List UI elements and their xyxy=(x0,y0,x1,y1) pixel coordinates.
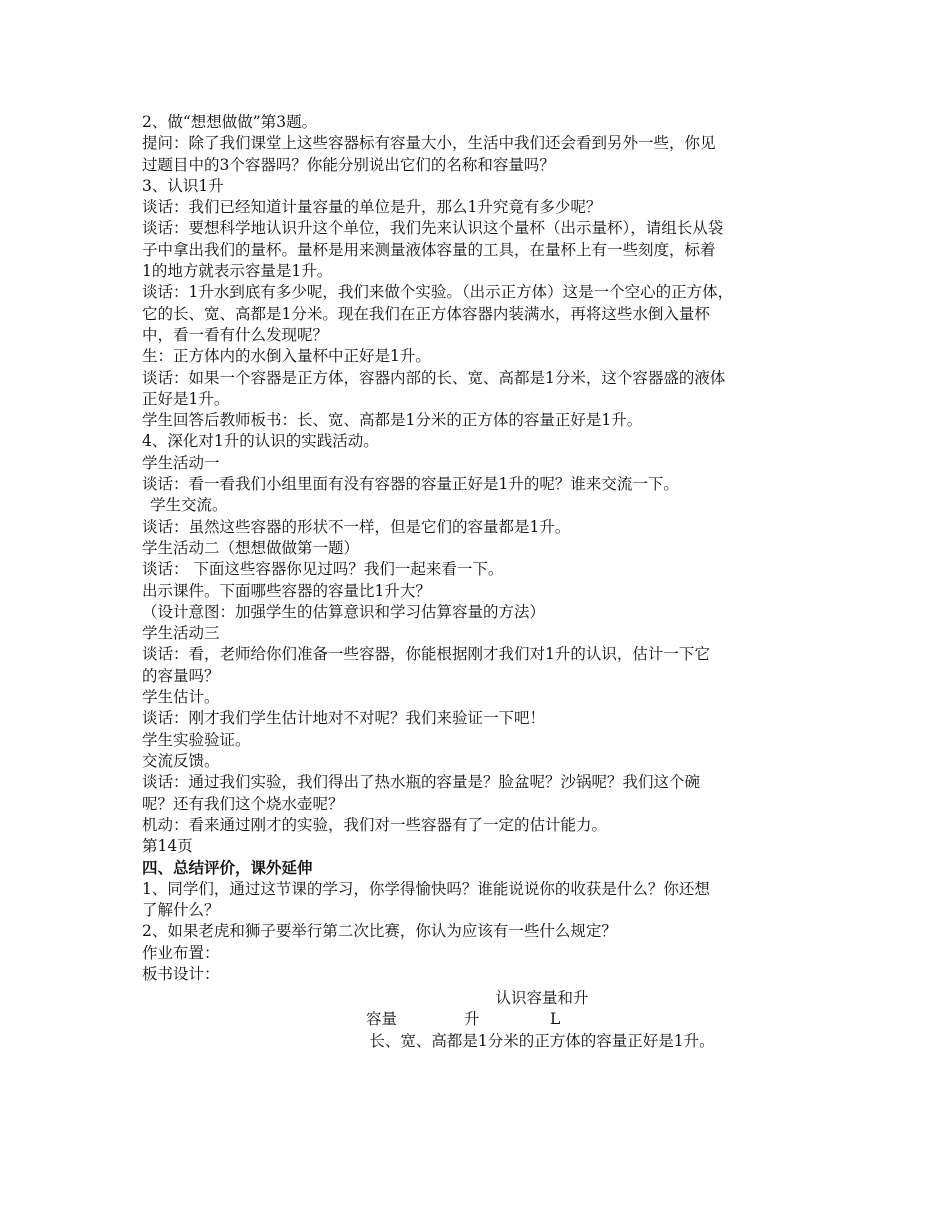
text-line: 中，看一看有什么发现呢？ xyxy=(142,325,329,344)
text-line: 1的地方就表示容量是1升。 xyxy=(142,262,333,281)
text-line: 它的长、宽、高都是1分米。现在我们在正方体容器内装满水，再将这些水倒入量杯 xyxy=(142,304,710,323)
text-line: 正好是1升。 xyxy=(142,389,230,408)
text-line: 1、同学们，通过这节课的学习，你学得愉快吗？谁能说说你的收获是什么？你还想 xyxy=(142,879,710,898)
board-title: 认识容量和升 xyxy=(495,989,589,1007)
board-title-row xyxy=(142,988,822,1009)
lesson-body xyxy=(142,112,822,985)
text-line: 谈话：刚才我们学生估计地对不对呢？我们来验证一下吧！ xyxy=(142,709,546,728)
text-line: 学生估计。 xyxy=(142,688,220,707)
text-line: 呢？还有我们这个烧水壶呢？ xyxy=(142,794,344,813)
text-line: 学生交流。 xyxy=(150,496,228,515)
board-terms-row xyxy=(142,1009,822,1030)
text-line: 2、如果老虎和狮子要举行第二次比赛，你认为应该有一些什么规定？ xyxy=(142,922,617,941)
text-line: 谈话：虽然这些容器的形状不一样，但是它们的容量都是1升。 xyxy=(142,517,571,536)
text-line: 的容量吗？ xyxy=(142,666,220,685)
board-term-capacity: 容量 xyxy=(366,1010,398,1029)
text-line: （设计意图：加强学生的估算意识和学习估算容量的方法） xyxy=(142,602,546,621)
text-line: 学生活动一 xyxy=(142,453,220,472)
board-term-l: L xyxy=(550,1010,561,1029)
board-term-liter: 升 xyxy=(464,1010,480,1029)
text-line: 谈话：1升水到底有多少呢，我们来做个实验。（出示正方体）这是一个空心的正方体， xyxy=(142,283,734,302)
text-line: 谈话：通过我们实验，我们得出了热水瓶的容量是？脸盆呢？沙锅呢？我们这个碗 xyxy=(142,773,701,792)
page-number: 第14页 xyxy=(142,837,193,856)
text-line: 提问：除了我们课堂上这些容器标有容量大小，生活中我们还会看到另外一些，你见 xyxy=(142,134,716,153)
text-line: 了解什么？ xyxy=(142,900,220,919)
text-line: 2、做“想想做做”第3题。 xyxy=(142,113,318,131)
text-line: 出示课件。下面哪些容器的容量比1升大？ xyxy=(142,581,431,600)
text-line: 学生回答后教师板书：长、宽、高都是1分米的正方体的容量正好是1升。 xyxy=(142,411,643,430)
text-line: 3、认识1升 xyxy=(142,176,224,195)
text-line: 学生实验验证。 xyxy=(142,730,251,749)
text-line: 机动：看来通过刚才的实验，我们对一些容器有了一定的估计能力。 xyxy=(142,815,608,834)
text-line: 学生活动三 xyxy=(142,624,220,643)
text-line: 生：正方体内的水倒入量杯中正好是1升。 xyxy=(142,347,431,366)
text-line: 谈话：看，老师给你们准备一些容器，你能根据刚才我们对1升的认识，估计一下它 xyxy=(142,645,710,664)
text-line: 谈话：如果一个容器是正方体，容器内部的长、宽、高都是1分米，这个容器盛的液体 xyxy=(142,368,726,387)
text-line: 谈话：看一看我们小组里面有没有容器的容量正好是1升的呢？谁来交流一下。 xyxy=(142,475,679,494)
text-line: 子中拿出我们的量杯。量杯是用来测量液体容量的工具，在量杯上有一些刻度，标着 xyxy=(142,240,716,259)
text-line: 谈话：我们已经知道计量容量的单位是升，那么1升究竟有多少呢？ xyxy=(142,198,602,217)
text-line: 谈话：要想科学地认识升这个单位，我们先来认识这个量杯（出示量杯），请组长从袋 xyxy=(142,219,724,238)
text-line: 谈话： 下面这些容器你见过吗？我们一起来看一下。 xyxy=(142,560,504,579)
text-line: 过题目中的3个容器吗？你能分别说出它们的名称和容量吗？ xyxy=(142,155,555,174)
text-line: 作业布置： xyxy=(142,943,220,962)
text-line: 交流反馈。 xyxy=(142,751,220,770)
text-line: 4、深化对1升的认识的实践活动。 xyxy=(142,432,379,451)
text-line: 学生活动二（想想做做第一题） xyxy=(142,538,360,557)
section-heading: 四、总结评价，课外延伸 xyxy=(142,858,313,878)
board-conclusion-row xyxy=(142,1031,822,1052)
board-design xyxy=(142,988,822,1052)
board-conclusion: 长、宽、高都是1分米的正方体的容量正好是1升。 xyxy=(369,1031,715,1050)
text-line: 板书设计： xyxy=(142,964,220,983)
